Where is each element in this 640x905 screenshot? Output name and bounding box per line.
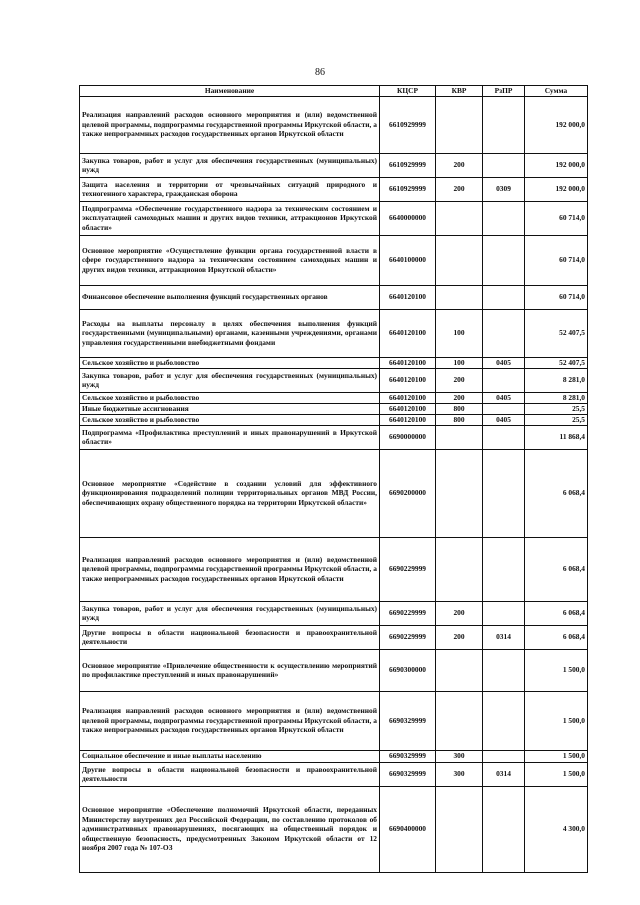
row-rzpr (483, 96, 525, 153)
row-kvr (436, 649, 483, 691)
table-row (80, 449, 588, 537)
row-name: Сельское хозяйство и рыболовство (80, 357, 380, 368)
table-row (80, 786, 588, 872)
row-name: Другие вопросы в области национальной безопасности и правоохранительной деятельности (80, 625, 380, 649)
row-sum: 25,5 (525, 414, 588, 425)
row-rzpr (483, 309, 525, 357)
row-name: Иные бюджетные ассигнования (80, 403, 380, 414)
row-rzpr: 0405 (483, 392, 525, 403)
row-name: Закупка товаров, работ и услуг для обеспечения государственных (муниципальных) нужд (80, 368, 380, 392)
row-rzpr: 0314 (483, 762, 525, 786)
row-name: Социальное обеспечение и иные выплаты населению (80, 750, 380, 762)
row-sum: 60 714,0 (525, 285, 588, 309)
table-row (80, 414, 588, 425)
row-name: Реализация направлений расходов основного мероприятия и (или) ведомственной целевой программы, подпрограммы государственной программы Иркутской области, а также непрограммных расходов государственных органов Иркутской области (80, 537, 380, 601)
row-ksr: 6640120100 (380, 403, 436, 414)
row-ksr: 6640120100 (380, 414, 436, 425)
row-name: Основное мероприятие «Содействие в создании условий для эффективного функционирования подразделений полиции территориальных органов МВД России, обеспечивающих охрану общественного порядка на территории Иркутской области» (80, 449, 380, 537)
row-ksr: 6640120100 (380, 285, 436, 309)
table-row (80, 691, 588, 750)
row-name: Сельское хозяйство и рыболовство (80, 392, 380, 403)
row-sum: 192 000,0 (525, 96, 588, 153)
row-ksr: 6640120100 (380, 309, 436, 357)
row-ksr: 6690329999 (380, 750, 436, 762)
table-row (80, 403, 588, 414)
table-row (80, 537, 588, 601)
row-name: Расходы на выплаты персоналу в целях обеспечения выполнения функций государственными (муниципальными) органами, казенными учреждениями, органами управления государственными внебюджетными фондами (80, 309, 380, 357)
row-kvr: 200 (436, 153, 483, 177)
row-rzpr (483, 691, 525, 750)
row-kvr: 300 (436, 762, 483, 786)
row-rzpr (483, 649, 525, 691)
row-name: Подпрограмма «Профилактика преступлений и иных правонарушений в Иркутской области» (80, 425, 380, 449)
table-row (80, 285, 588, 309)
row-ksr: 6610929999 (380, 96, 436, 153)
row-kvr: 200 (436, 177, 483, 201)
row-kvr: 200 (436, 625, 483, 649)
row-sum: 6 068,4 (525, 537, 588, 601)
row-name: Сельское хозяйство и рыболовство (80, 414, 380, 425)
row-kvr: 200 (436, 368, 483, 392)
row-sum: 6 068,4 (525, 601, 588, 625)
row-ksr: 6690229999 (380, 625, 436, 649)
row-kvr (436, 235, 483, 285)
header-rzpr: РзПР (483, 86, 525, 97)
row-kvr: 200 (436, 601, 483, 625)
row-rzpr (483, 201, 525, 235)
row-name: Реализация направлений расходов основного мероприятия и (или) ведомственной целевой программы, подпрограммы государственной программы Иркутской области, а также непрограммных расходов государственных органов Иркутской области (80, 691, 380, 750)
row-kvr: 100 (436, 309, 483, 357)
row-sum: 8 281,0 (525, 368, 588, 392)
row-ksr: 6610929999 (380, 177, 436, 201)
table-row (80, 368, 588, 392)
row-sum: 52 407,5 (525, 309, 588, 357)
row-rzpr: 0309 (483, 177, 525, 201)
row-name: Закупка товаров, работ и услуг для обеспечения государственных (муниципальных) нужд (80, 601, 380, 625)
row-kvr (436, 786, 483, 872)
row-sum: 4 300,0 (525, 786, 588, 872)
row-kvr: 100 (436, 357, 483, 368)
table-row (80, 235, 588, 285)
row-rzpr (483, 368, 525, 392)
row-rzpr (483, 425, 525, 449)
budget-table (79, 85, 588, 873)
row-rzpr (483, 285, 525, 309)
table-row (80, 425, 588, 449)
row-ksr: 6690400000 (380, 786, 436, 872)
row-name: Подпрограмма «Обеспечение государственного надзора за техническим состоянием и эксплуатацией самоходных машин и других видов техники, аттракционов Иркутской области» (80, 201, 380, 235)
row-name: Другие вопросы в области национальной безопасности и правоохранительной деятельности (80, 762, 380, 786)
row-rzpr (483, 750, 525, 762)
row-kvr (436, 285, 483, 309)
row-rzpr (483, 403, 525, 414)
row-sum: 1 500,0 (525, 762, 588, 786)
row-rzpr (483, 153, 525, 177)
row-sum: 25,5 (525, 403, 588, 414)
row-kvr: 800 (436, 414, 483, 425)
row-ksr: 6690000000 (380, 425, 436, 449)
row-ksr: 6640100000 (380, 235, 436, 285)
row-sum: 1 500,0 (525, 649, 588, 691)
table-row (80, 201, 588, 235)
row-sum: 192 000,0 (525, 177, 588, 201)
page-number: 86 (315, 67, 325, 78)
row-sum: 6 068,4 (525, 625, 588, 649)
row-ksr: 6690329999 (380, 691, 436, 750)
row-sum: 1 500,0 (525, 691, 588, 750)
row-ksr: 6640120100 (380, 357, 436, 368)
row-sum: 60 714,0 (525, 201, 588, 235)
row-rzpr (483, 537, 525, 601)
table-row (80, 601, 588, 625)
row-rzpr: 0314 (483, 625, 525, 649)
row-kvr (436, 691, 483, 750)
row-kvr (436, 537, 483, 601)
table-row (80, 309, 588, 357)
row-kvr: 300 (436, 750, 483, 762)
row-name: Основное мероприятие «Обеспечение полномочий Иркутской области, переданных Министерству внутренних дел Российской Федерации, по составлению протоколов об административных правонарушениях, посягающих на общественный порядок и общественную безопасность, предусмотренных Законом Иркутской области от 12 ноября 2007 года № 107-ОЗ (80, 786, 380, 872)
row-kvr (436, 449, 483, 537)
row-ksr: 6690229999 (380, 537, 436, 601)
row-name: Основное мероприятие «Привлечение общественности к осуществлению мероприятий по профилактике преступлений и иных правонарушений» (80, 649, 380, 691)
row-sum: 52 407,5 (525, 357, 588, 368)
table-row (80, 392, 588, 403)
table-header-row (80, 86, 588, 97)
header-kvr: КВР (436, 86, 483, 97)
table-row (80, 625, 588, 649)
row-sum: 1 500,0 (525, 750, 588, 762)
header-ksr: КЦСР (380, 86, 436, 97)
row-kvr: 800 (436, 403, 483, 414)
row-kvr (436, 96, 483, 153)
row-kvr (436, 201, 483, 235)
row-sum: 6 068,4 (525, 449, 588, 537)
table-row (80, 750, 588, 762)
row-ksr: 6640120100 (380, 392, 436, 403)
row-sum: 8 281,0 (525, 392, 588, 403)
row-ksr: 6690229999 (380, 601, 436, 625)
row-name: Финансовое обеспечение выполнения функций государственных органов (80, 285, 380, 309)
header-name: Наименование (80, 86, 380, 97)
table-row (80, 762, 588, 786)
row-name: Защита населения и территории от чрезвычайных ситуаций природного и техногенного характера, гражданская оборона (80, 177, 380, 201)
row-name: Закупка товаров, работ и услуг для обеспечения государственных (муниципальных) нужд (80, 153, 380, 177)
table-row (80, 649, 588, 691)
row-kvr: 200 (436, 392, 483, 403)
table-row (80, 96, 588, 153)
header-sum: Сумма (525, 86, 588, 97)
row-rzpr (483, 449, 525, 537)
row-name: Основное мероприятие «Осуществление функции органа государственной власти в сфере государственного надзора за техническим состоянием самоходных машин и других видов техники, аттракционов Иркутской области» (80, 235, 380, 285)
row-ksr: 6640120100 (380, 368, 436, 392)
row-ksr: 6610929999 (380, 153, 436, 177)
row-sum: 11 868,4 (525, 425, 588, 449)
row-rzpr (483, 235, 525, 285)
row-rzpr: 0405 (483, 357, 525, 368)
row-ksr: 6690200000 (380, 449, 436, 537)
row-sum: 192 000,0 (525, 153, 588, 177)
row-ksr: 6690300000 (380, 649, 436, 691)
row-name: Реализация направлений расходов основного мероприятия и (или) ведомственной целевой программы, подпрограммы государственной программы Иркутской области, а также непрограммных расходов государственных органов Иркутской области (80, 96, 380, 153)
row-rzpr (483, 601, 525, 625)
row-ksr: 6640000000 (380, 201, 436, 235)
row-kvr (436, 425, 483, 449)
table-row (80, 357, 588, 368)
row-ksr: 6690329999 (380, 762, 436, 786)
table-row (80, 153, 588, 177)
row-sum: 60 714,0 (525, 235, 588, 285)
row-rzpr: 0405 (483, 414, 525, 425)
row-rzpr (483, 786, 525, 872)
table-row (80, 177, 588, 201)
